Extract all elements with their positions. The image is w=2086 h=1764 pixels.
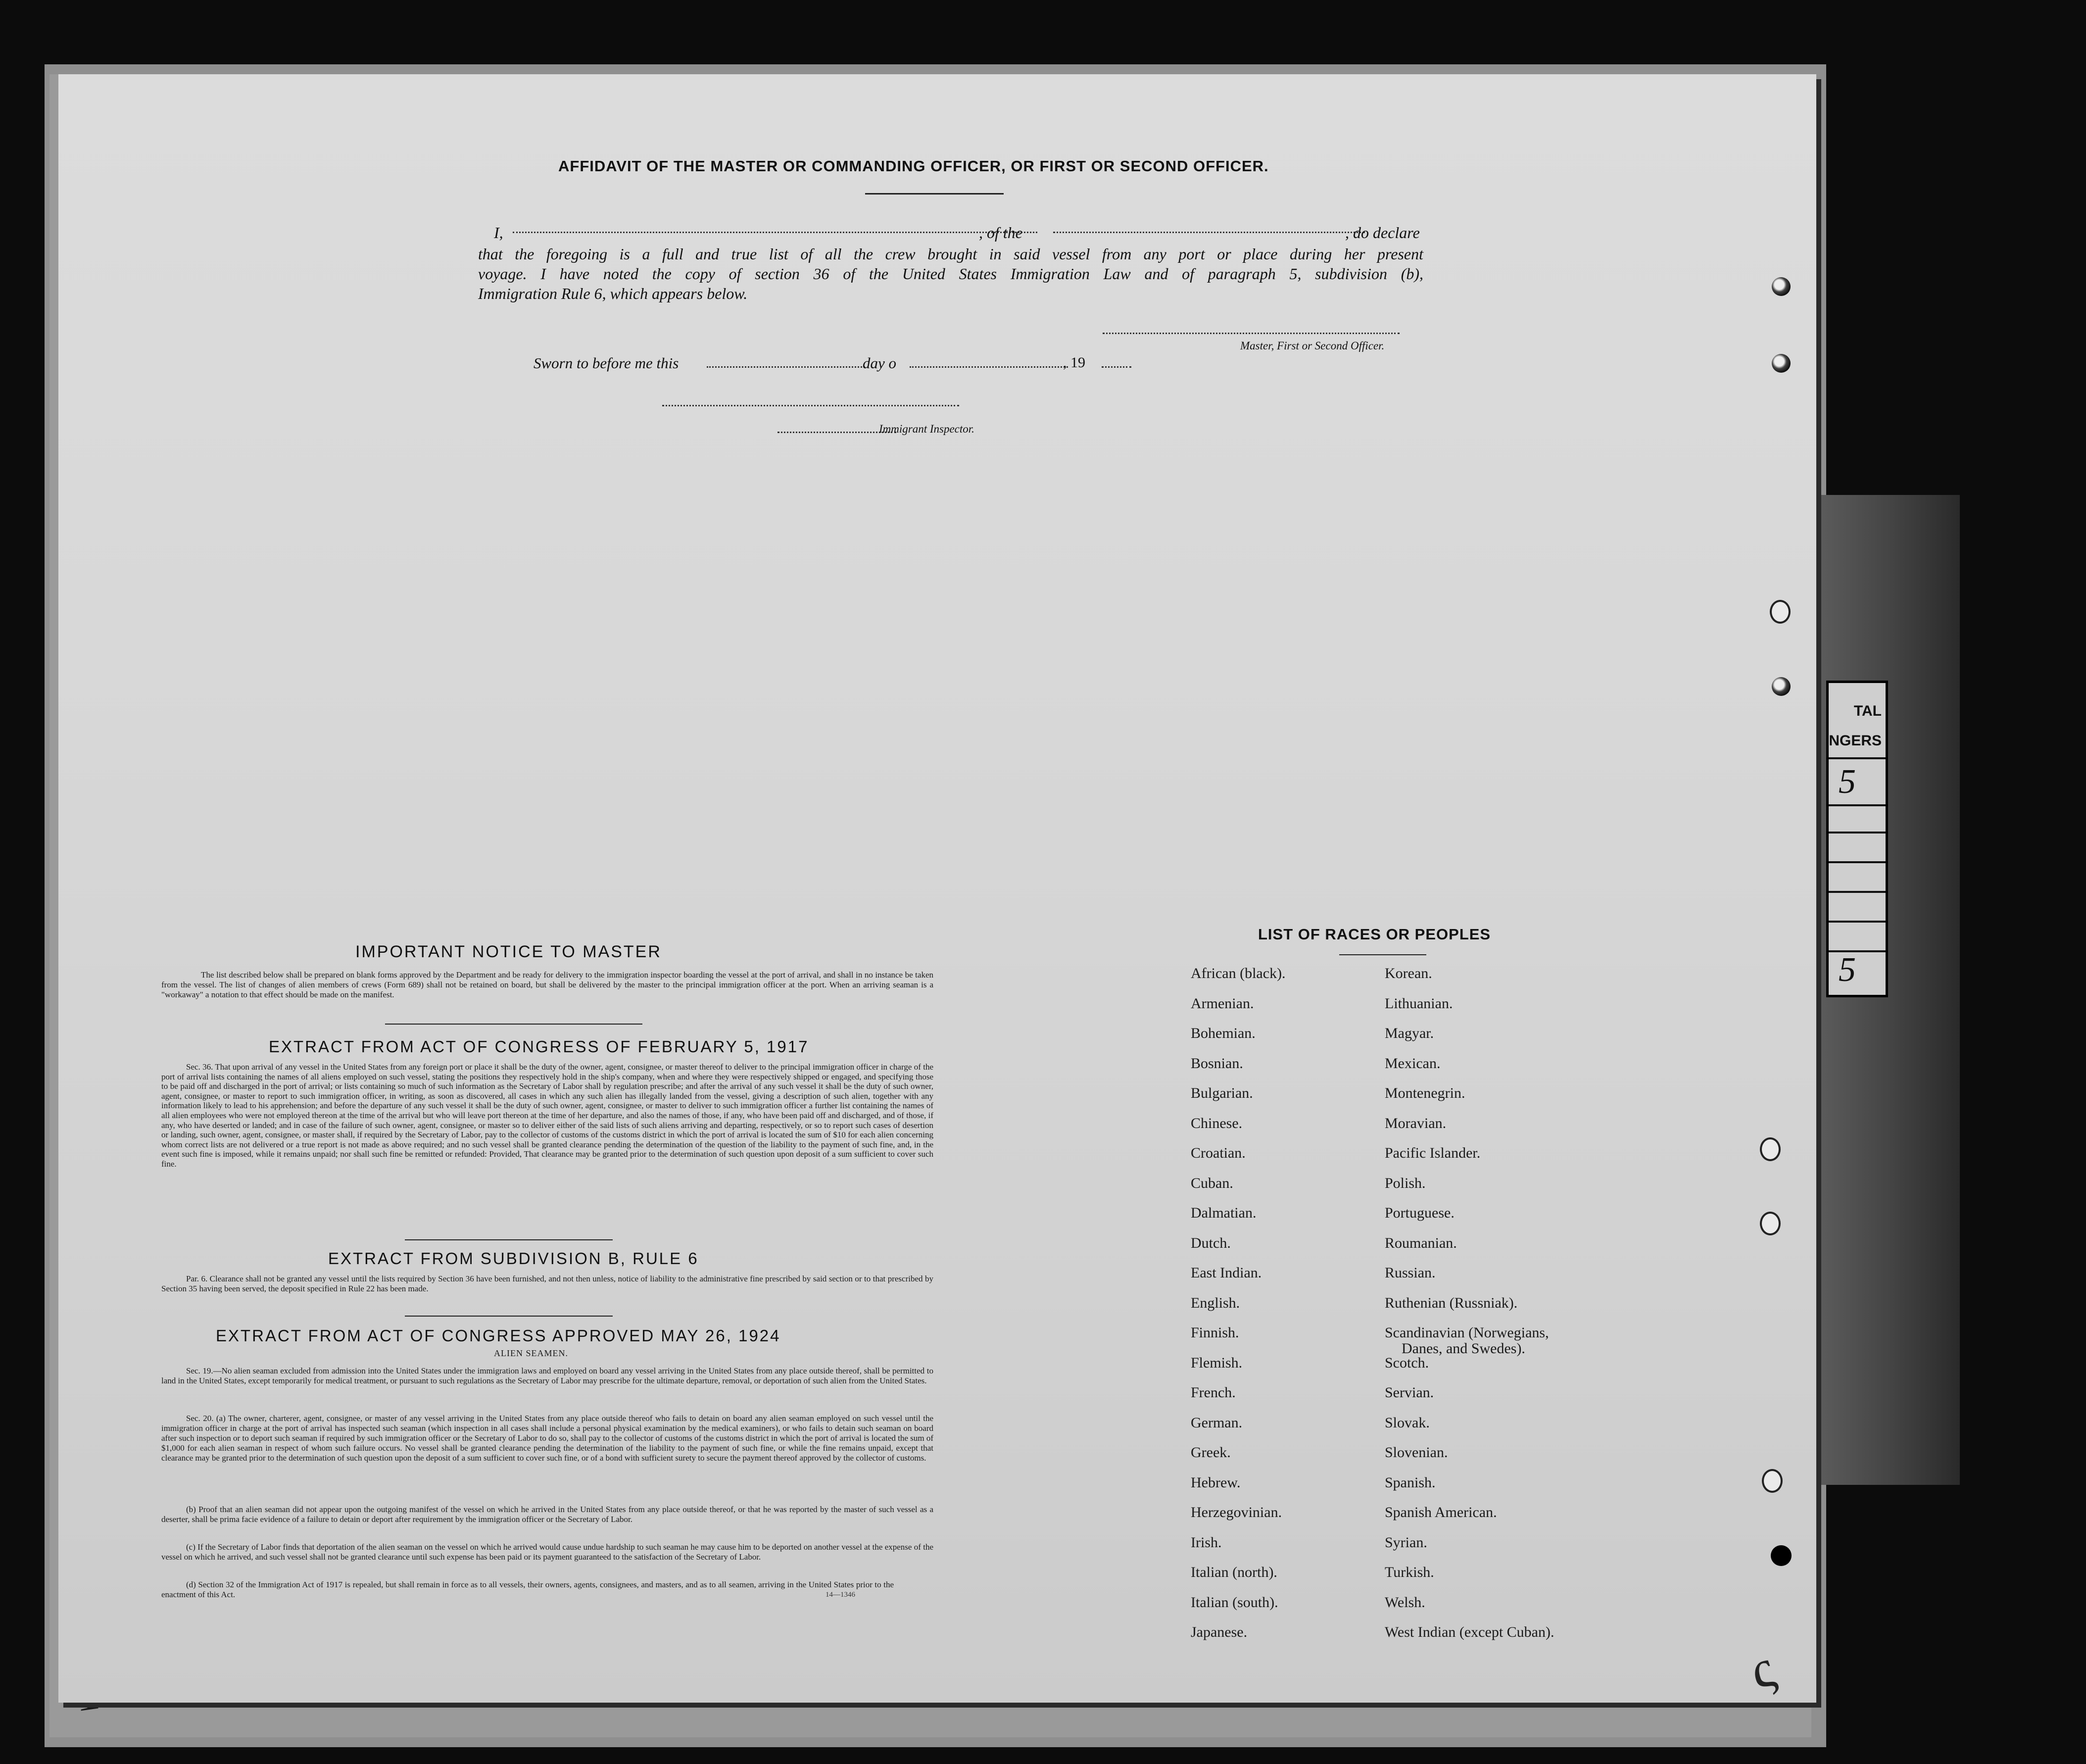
race-item: Slovak. [1385, 1414, 1430, 1431]
race-item: English. [1191, 1294, 1240, 1311]
underlying-table [1826, 681, 1888, 997]
extract-1924-title: EXTRACT FROM ACT OF CONGRESS APPROVED MAY 26, 1924 [216, 1326, 781, 1345]
race-item: Croatian. [1191, 1145, 1246, 1161]
race-item: German. [1191, 1414, 1243, 1431]
inspector-label: Immigrant Inspector. [879, 423, 974, 435]
race-item: East Indian. [1191, 1265, 1262, 1281]
affidavit-title: AFFIDAVIT OF THE MASTER OR COMMANDING OFFICER, OR FIRST OR SECOND OFFICER. [558, 157, 1269, 175]
race-item: Magyar. [1385, 1025, 1434, 1041]
subdivision-text: Par. 6. Clearance shall not be granted any vessel until the lists required by Section 36 have been furnished, and not then unless, notice of liability to the administrative fine prescribed by said section or to that prescribed by Section 35 having been served, the deposit specified in Rule 22 has been made. [161, 1274, 933, 1293]
binder-hole [1762, 1469, 1783, 1493]
vessel-blank[interactable] [1053, 232, 1365, 233]
month-blank[interactable] [910, 366, 1068, 368]
binder-hole [1770, 600, 1791, 624]
race-item: Dutch. [1191, 1234, 1231, 1251]
race-item: Moravian. [1385, 1115, 1447, 1131]
race-item: African (black). [1191, 965, 1286, 981]
year-blank[interactable] [1102, 366, 1131, 368]
races-title: LIST OF RACES OR PEOPLES [1258, 926, 1491, 943]
race-item: Japanese. [1191, 1624, 1248, 1640]
race-item: Bulgarian. [1191, 1085, 1253, 1101]
race-item: Syrian. [1385, 1534, 1427, 1551]
race-item: Pacific Islander. [1385, 1145, 1481, 1161]
binder-hole [1760, 1137, 1781, 1161]
race-item: Armenian. [1191, 995, 1254, 1012]
race-item: Mexican. [1385, 1055, 1441, 1072]
race-item-continuation: Danes, and Swedes). [1402, 1340, 1525, 1357]
binder-hole [1772, 677, 1791, 696]
master-signature-blank[interactable] [1103, 333, 1400, 334]
sec-20a-text: Sec. 20. (a) The owner, charterer, agent, consignee, or master of any vessel arriving in the United States from any place outside thereof who fails to detain on board any alien seaman employed on such vessel until the immigration officer in charge at the port of arrival has inspected such seaman (which inspection in all cases shall include a personal physical examination by the medical examiners), or who fails to detain such seaman on board after such inspection or to deport such seaman if required by such immigration officer or the Secretary of Labor to do so, shall pay to the collector of customs of the customs district in which the port of arrival is located the sum of $1,000 for each alien seaman in respect of whom such failure occurs. No vessel shall be granted clearance pending the determination of the liability to the payment of such fine, or while the fine remains unpaid, except that clearance may be granted prior to the determination of such question upon the deposit of a sum sufficient to cover such fine, or of a bond with sufficient surety to secure the payment thereof approved by the collector of customs. [161, 1414, 933, 1463]
race-item: Italian (south). [1191, 1594, 1278, 1611]
day-blank[interactable] [707, 366, 865, 368]
race-item: Finnish. [1191, 1324, 1239, 1341]
underlying-header: TAL [1853, 703, 1882, 719]
race-item: Bohemian. [1191, 1025, 1256, 1041]
race-item: Montenegrin. [1385, 1085, 1465, 1101]
extract-1917-text: Sec. 36. That upon arrival of any vessel in the United States from any foreign port or place it shall be the duty of the owner, agent, consignee, or master thereof to deliver to the principal immigration officer in charge of the port of arrival lists containing the names of all aliens employed on such vessel, stating the positions they respectively hold in the ship's company, when and where they were respectively shipped or engaged, and specifying those to be paid off and discharged in the port of arrival; or lists containing so much of such information as the Secretary of Labor shall by regulation prescribe; and after the arrival of any such vessel it shall be the duty of such owner, agent, consignee, or master to report to such immigration officer, in writing, as soon as discovered, all cases in which any such alien has illegally landed from the vessel, giving a description of such alien, together with any information likely to lead to his apprehension; and before the departure of any such vessel it shall be the duty of such owner, agent, consignee, or master to deliver to such immigration officer a further list containing the names of all alien employees who were not employed thereon at the time of the arrival but who will leave port thereon at the time of her departure, and also the names of those, if any, who have been paid off and discharged, and of those, if any, who have deserted or landed; and in case of the failure of such owner, agent, consignee, or master so to deliver either of the said lists of such aliens arriving and departing, respectively, or so to report such cases of desertion or landing, such owner, agent, consignee, or master shall, if required by the Secretary of Labor, pay to the collector of customs of the customs district in which the port of arrival is located the sum of $10 for each alien concerning whom correct lists are not delivered or a true report is not made as above required; and no such vessel shall be granted clearance pending the determination of the question of the liability to the payment of such fine, and, in the event such fine is imposed, while it remains unpaid; nor shall such fine be remitted or refunded: Provided, That clearance may be granted prior to the determination of such question upon deposit of a sum sufficient to cover such fine. [161, 1062, 933, 1169]
races-title-rule [1339, 954, 1426, 955]
inspector-dots [777, 432, 896, 433]
race-item: West Indian (except Cuban). [1385, 1624, 1554, 1640]
year-text: , 19 [1063, 354, 1085, 371]
race-item: Polish. [1385, 1175, 1426, 1191]
race-item: Irish. [1191, 1534, 1222, 1551]
race-item: Slovenian. [1385, 1444, 1448, 1461]
race-item: Spanish American. [1385, 1504, 1497, 1520]
extract-1917-title: EXTRACT FROM ACT OF CONGRESS OF FEBRUARY 5, 1917 [269, 1037, 809, 1056]
corner-handwriting: ς [1741, 1637, 1782, 1702]
race-item: Lithuanian. [1385, 995, 1453, 1012]
affidavit-line-4: Immigration Rule 6, which appears below. [478, 285, 748, 302]
binder-hole [1772, 354, 1791, 373]
race-item: Spanish. [1385, 1474, 1436, 1491]
form-number: 14—1346 [825, 1591, 855, 1599]
sworn-text: Sworn to before me this [534, 354, 679, 372]
affidavit-of-the: , of the [979, 224, 1022, 242]
affidavit-line-2: that the foregoing is a full and true list of all the crew brought in said vessel from any port or place during her present [478, 245, 1423, 263]
sec-20d-text: (d) Section 32 of the Immigration Act of 1917 is repealed, but shall remain in force as to all vessels, their owners, agents, consignees, and masters, and as to all seamen, arriving in the United States prior to the enactment of this Act. [161, 1580, 894, 1599]
race-item: Bosnian. [1191, 1055, 1243, 1072]
section-rule [405, 1239, 613, 1240]
race-item: Servian. [1385, 1384, 1434, 1401]
race-item: Italian (north). [1191, 1564, 1277, 1580]
underlying-value-top: 5 [1839, 763, 1856, 801]
race-item: Scotch. [1385, 1354, 1429, 1371]
race-item: Cuban. [1191, 1175, 1233, 1191]
sec-20c-text: (c) If the Secretary of Labor finds that deportation of the alien seaman on the vessel on which he arrived would cause undue hardship to such seaman he may cause him to be deported on another vessel at the expense of the vessel on which he arrived, and such vessel shall not be granted clearance until such expense has been paid or its payment guaranteed to the satisfaction of the Secretary of Labor. [161, 1542, 933, 1562]
sec-20b-text: (b) Proof that an alien seaman did not appear upon the outgoing manifest of the vessel on which he arrived in the United States from any place outside thereof, or that he was reported by the master of such vessel as a deserter, shall be prima facie evidence of a failure to detain or deport after requirement by the immigration officer or the Secretary of Labor. [161, 1505, 933, 1524]
race-item: Ruthenian (Russniak). [1385, 1294, 1518, 1311]
binder-hole [1772, 277, 1791, 296]
master-label: Master, First or Second Officer. [1240, 340, 1385, 352]
alien-seamen-subtitle: ALIEN SEAMEN. [494, 1348, 568, 1358]
race-item: Greek. [1191, 1444, 1231, 1461]
day-text: day o [863, 354, 897, 372]
race-item: Roumanian. [1385, 1234, 1457, 1251]
race-item: Turkish. [1385, 1564, 1434, 1580]
race-item: Korean. [1385, 965, 1432, 981]
race-item: Herzegovinian. [1191, 1504, 1282, 1520]
binder-hole [1771, 1545, 1792, 1566]
section-rule [385, 1024, 642, 1025]
race-item: Welsh. [1385, 1594, 1425, 1611]
affidavit-i: I, [494, 224, 503, 242]
section-rule [405, 1316, 613, 1317]
underlying-value-bottom: 5 [1839, 951, 1856, 989]
race-item: Portuguese. [1385, 1205, 1455, 1221]
race-item: Russian. [1385, 1265, 1436, 1281]
race-item: Scandinavian (Norwegians, [1385, 1324, 1549, 1341]
race-item: French. [1191, 1384, 1236, 1401]
race-item: Dalmatian. [1191, 1205, 1257, 1221]
race-item: Hebrew. [1191, 1474, 1241, 1491]
notice-text: The list described below shall be prepared on blank forms approved by the Department and be ready for delivery to the immigration inspector boarding the vessel at the port of arrival, and shall in no instance be taken from the vessel. The list of changes of alien members of crews (Form 689) shall not be retained on board, but shall be delivered by the master to the principal immigration officer at the port. When an arriving seaman is a "workaway" a notation to that effect should be made on the manifest. [161, 970, 933, 999]
affidavit-do-declare: , do declare [1345, 224, 1420, 242]
binder-hole [1760, 1212, 1781, 1235]
underlying-header-2: NGERS [1829, 733, 1882, 749]
race-item: Chinese. [1191, 1115, 1243, 1131]
form-page [58, 74, 1816, 1703]
name-blank[interactable] [513, 232, 1037, 233]
inspector-signature-blank[interactable] [662, 405, 959, 406]
race-item: Flemish. [1191, 1354, 1243, 1371]
affidavit-line-3: voyage. I have noted the copy of section 36 of the United States Immigration Law and of paragraph 5, subdivision (b), [478, 265, 1423, 283]
notice-title: IMPORTANT NOTICE TO MASTER [355, 942, 662, 961]
sec-19-text: Sec. 19.—No alien seaman excluded from admission into the United States under the immigration laws and employed on board any vessel arriving in the United States from any place outside thereof, shall be permitted to land in the United States, except temporarily for medical treatment, or pursuant to such regulations as the Secretary of Labor may prescribe for the ultimate departure, removal, or deportation of such alien from the United States. [161, 1366, 933, 1385]
title-rule [865, 193, 1004, 195]
subdivision-title: EXTRACT FROM SUBDIVISION B, RULE 6 [328, 1249, 699, 1268]
